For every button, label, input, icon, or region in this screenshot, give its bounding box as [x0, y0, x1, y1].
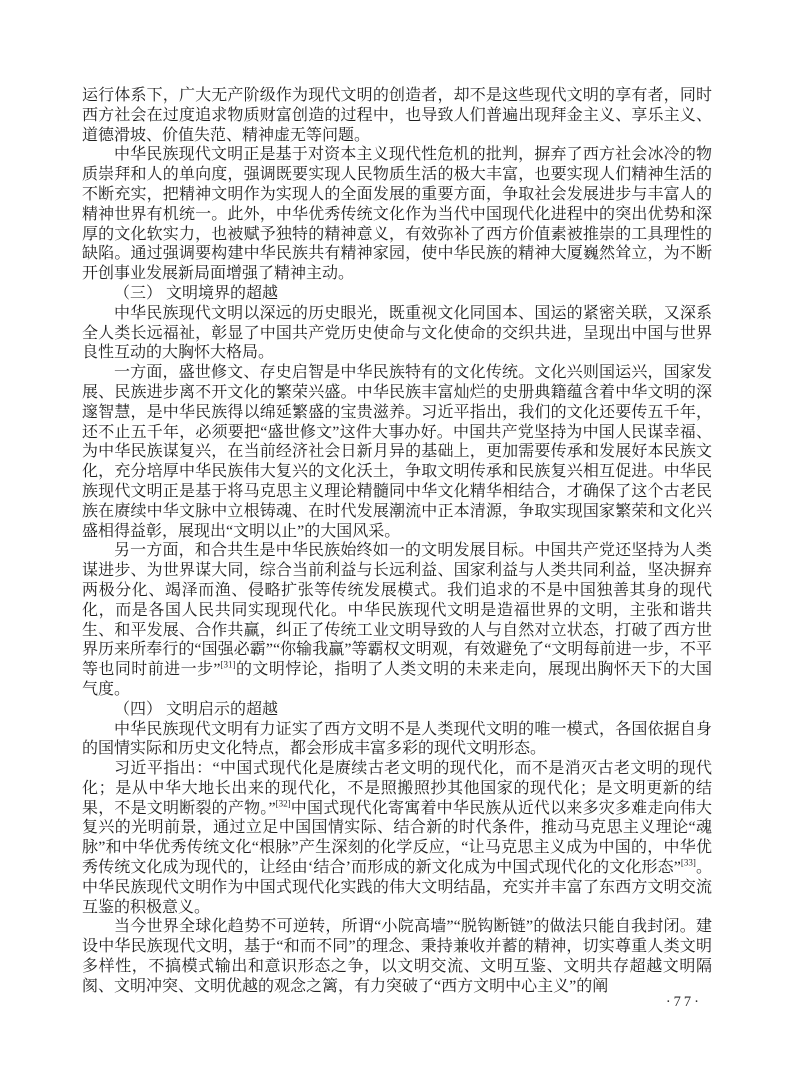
paragraph: 中华民族现代文明以深远的历史眼光，既重视文化同国本、国运的紧密关联，又深系全人类长远福祉，彰显了中国共产党历史使命与文化使命的交织共进，呈现出中国与世界良性互动的大胸怀大格局。 — [82, 304, 712, 362]
paragraph: 中华民族现代文明有力证实了西方文明不是人类现代文明的唯一模式，各国依据自身的国情实际和历史文化特点，都会形成丰富多彩的现代文明形态。 — [82, 720, 712, 758]
paragraph: 运行体系下，广大无产阶级作为现代文明的创造者，却不是这些现代文明的享有者，同时西方社会在过度追求物质财富创造的过程中，也导致人们普遍出现拜金主义、享乐主义、道德滑坡、价值失范、精神虚无等问题。 — [82, 87, 712, 144]
paragraph: 当今世界全球化趋势不可逆转，所谓“小院高墙”“脱钩断链”的做法只能自我封闭。建设中华民族现代文明，基于“和而不同”的理念、秉持兼收并蓄的精神，切实尊重人类文明多样性，不搞模式输出和意识形态之争，以文明交流、文明互鉴、文明共存超越文明隔阂、文明冲突、文明优越的观念之篱，有力突破了“西方文明中心主义”的阐 — [82, 918, 712, 995]
footnote-ref: [33] — [680, 857, 696, 868]
paragraph: 中华民族现代文明正是基于对资本主义现代性危机的批判，摒弃了西方社会冰冷的物质崇拜和人的单向度，强调既要实现人民物质生活的极大丰富，也要实现人们精神生活的不断充实，把精神文明作为实现人的全面发展的重要方面，争取社会发展进步与丰富人的精神世界有机统一。此外，中华优秀传统文化作为当代中国现代化进程中的突出优势和深厚的文化软实力，也被赋予独特的精神意义，有效弥补了西方价值素被推崇的工具理性的缺陷。通过强调要构建中华民族共有精神家园，使中华民族的精神大厦巍然耸立，为不断开创事业发展新局面增强了精神主动。 — [82, 146, 712, 283]
page-number: ·77· — [665, 994, 702, 1010]
section-heading: （三） 文明境界的超越 — [114, 284, 279, 302]
article-body — [82, 86, 712, 997]
paragraph: 另一方面，和合共生是中华民族始终如一的文明发展目标。中国共产党还坚持为人类谋进步、为世界谋大同，综合当前利益与长远利益、国家利益与人类共同利益，坚决摒弃两极分化、竭泽而渔、侵略扩张等传统发展模式。我们追求的不是中国独善其身的现代化，而是各国人民共同实现现代化。中华民族现代文明是造福世界的文明，主张和谐共生、和平发展、合作共赢，纠正了传统工业文明导致的人与自然对立状态，打破了西方世界历来所奉行的“国强必霸”“你输我赢”等霸权文明观，有效避免了“文明每前进一步，不平等也同时前进一步”[31]的文明悖论，指明了人类文明的未来走向，展现出胸怀天下的大国气度。 — [82, 542, 712, 698]
paragraph: 习近平指出：“中国式现代化是赓续古老文明的现代化，而不是消灭古老文明的现代化；是从中华大地长出来的现代化，不是照搬照抄其他国家的现代化；是文明更新的结果，不是文明断裂的产物。”[32]中国式现代化寄寓着中华民族从近代以来多灾多难走向伟大复兴的光明前景，通过立足中国国情实际、结合新的时代条件，推动马克思主义理论“魂脉”和中华优秀传统文化“根脉”产生深刻的化学反应，“让马克思主义成为中国的，中华优秀传统文化成为现代的，让经由‘结合’而形成的新文化成为中国式现代化的文化形态”[33]。中华民族现代文明作为中国式现代化实践的伟大文明结晶，充实并丰富了东西方文明交流互鉴的积极意义。 — [82, 760, 712, 916]
footnote-ref: [31] — [220, 659, 236, 670]
footnote-ref: [32] — [275, 798, 291, 809]
section-heading: （四） 文明启示的超越 — [114, 700, 279, 718]
paragraph: 一方面，盛世修文、存史启智是中华民族特有的文化传统。文化兴则国运兴，国家发展、民族进步离不开文化的繁荣兴盛。中华民族丰富灿烂的史册典籍蕴含着中华文明的深邃智慧，是中华民族得以绵延繁盛的宝贵滋养。习近平指出，我们的文化还要传五千年，还不止五千年，必须要把“盛世修文”这件大事办好。中国共产党坚持为中国人民谋幸福、为中华民族谋复兴，在当前经济社会日新月异的基础上，更加需要传承和发展好本民族文化，充分培厚中华民族伟大复兴的文化沃土，争取文明传承和民族复兴相互促进。中华民族现代文明正是基于将马克思主义理论精髓同中华文化精华相结合，才确保了这个古老民族在赓续中华文脉中立根铸魂、在时代发展潮流中正本清源，争取实现国家繁荣和文化兴盛相得益彰，展现出“文明以止”的大国风采。 — [82, 364, 712, 540]
